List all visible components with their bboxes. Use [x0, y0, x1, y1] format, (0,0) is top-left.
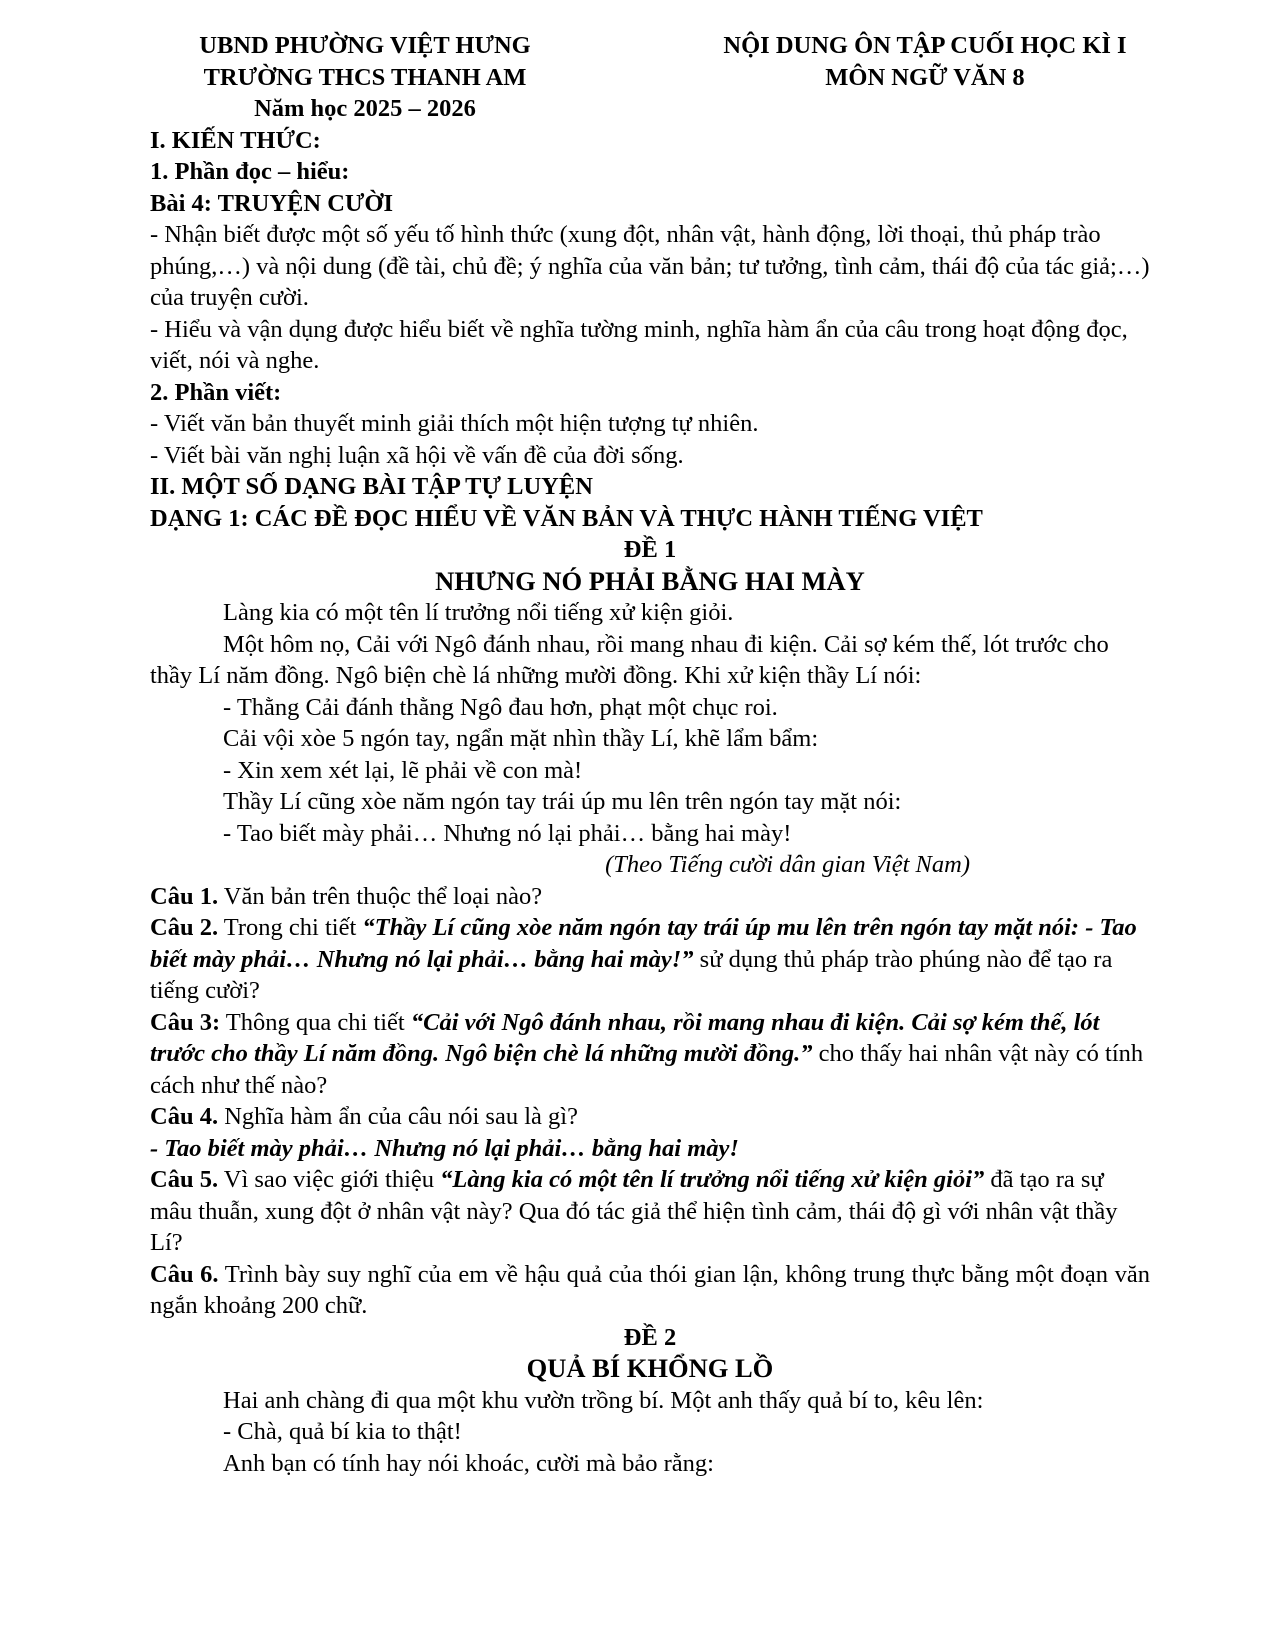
section-heading-knowledge: I. KIẾN THỨC: — [150, 126, 321, 154]
story-line: Làng kia có một tên lí trưởng nổi tiếng xử kiện giỏi. — [223, 599, 734, 626]
section-heading-exercises: II. MỘT SỐ DẠNG BÀI TẬP TỰ LUYỆN — [150, 473, 593, 500]
question-text: sử dụng thủ pháp trào phúng nào để tạo ra tiếng cười? — [150, 945, 1113, 1004]
question-text: cho thấy hai nhân vật này có tính cách như thế nào? — [150, 1040, 1144, 1099]
story-line: Anh bạn có tính hay nói khoác, cười mà bảo rằng: — [223, 1449, 714, 1477]
question-6 — [150, 1259, 1150, 1322]
question-4 — [150, 1101, 1150, 1133]
story-line: - Chà, quả bí kia to thật! — [223, 1418, 462, 1445]
question-3 — [150, 1007, 1150, 1102]
story-2-title: QUẢ BÍ KHỔNG LỒ — [526, 1353, 774, 1383]
reading-bullet: - Hiểu và vận dụng được hiểu biết về nghĩa tường minh, nghĩa hàm ẩn của câu trong hoạt động đọc, viết, nói và nghe. — [150, 315, 1128, 374]
document-header — [150, 30, 1150, 125]
question-2 — [150, 912, 1150, 1007]
question-label: Câu 2. — [150, 914, 219, 941]
story-line: - Thằng Cải đánh thằng Ngô đau hơn, phạt một chục roi. — [223, 693, 778, 721]
question-label: Câu 5. — [150, 1166, 219, 1193]
question-5 — [150, 1164, 1150, 1259]
ward-name: UBND PHƯỜNG VIỆT HƯNG — [199, 32, 531, 59]
question-text: Nghĩa hàm ẩn của câu nói sau là gì? — [218, 1103, 578, 1130]
school-year: Năm học 2025 – 2026 — [254, 95, 476, 122]
writing-bullet: - Viết bài văn nghị luận xã hội về vấn đề của đời sống. — [150, 441, 684, 469]
story-source: (Theo Tiếng cười dân gian Việt Nam) — [605, 851, 970, 878]
question-label: Câu 3: — [150, 1008, 221, 1036]
question-text: Vì sao việc giới thiệu — [218, 1166, 441, 1193]
subject-title: MÔN NGỮ VĂN 8 — [825, 63, 1025, 91]
question-text: Trình bày suy nghĩ của em về hậu quả của thói gian lận, không trung thực bằng một đoạn văn ngắn khoảng 200 chữ. — [150, 1260, 1150, 1319]
exam-2-label: ĐỀ 2 — [623, 1323, 677, 1351]
header-right — [690, 30, 1160, 125]
question-1 — [150, 881, 1150, 913]
question-label: Câu 1. — [150, 882, 219, 910]
question-quote: “Cải với Ngô đánh nhau, rồi mang nhau đi kiện. Cải sợ kém thế, lót trước cho thầy Lí năm đồng. Ngô biện chè lá những mười đồng.” — [150, 1008, 1100, 1067]
question-text: Văn bản trên thuộc thể loại nào? — [218, 882, 543, 910]
question-quote: “Thầy Lí cũng xòe năm ngón tay trái úp mu lên trên ngón tay mặt nói: - Tao biết mày phải… Nhưng nó lại phải… bằng hai mày!” — [150, 914, 1137, 973]
school-name: TRƯỜNG THCS THANH AM — [203, 63, 527, 91]
reading-bullet: - Nhận biết được một số yếu tố hình thức (xung đột, nhân vật, hành động, lời thoại, thủ pháp trào phúng,…) và nội dung (đề tài, chủ đề; ý nghĩa của văn bản; tư tưởng, tình cảm, thái độ của tác giả;…) của truyện cười. — [150, 221, 1150, 311]
lesson-heading: Bài 4: TRUYỆN CƯỜI — [150, 189, 393, 217]
writing-bullet: - Viết văn bản thuyết minh giải thích một hiện tượng tự nhiên. — [150, 410, 759, 437]
story-line: Cải vội xòe 5 ngón tay, ngẩn mặt nhìn thầy Lí, khẽ lẩm bẩm: — [223, 725, 819, 752]
question-text: Thông qua chi tiết — [220, 1008, 411, 1036]
story-line: - Tao biết mày phải… Nhưng nó lại phải… bằng hai mày! — [223, 819, 792, 847]
question-text: Trong chi tiết — [218, 914, 363, 941]
document-title: NỘI DUNG ÔN TẬP CUỐI HỌC KÌ I — [723, 32, 1127, 59]
question-4-quote: - Tao biết mày phải… Nhưng nó lại phải… bằng hai mày! — [150, 1134, 739, 1162]
exam-1-label: ĐỀ 1 — [623, 536, 677, 563]
question-label: Câu 4. — [150, 1103, 219, 1130]
story-line: Một hôm nọ, Cải với Ngô đánh nhau, rồi mang nhau đi kiện. Cải sợ kém thế, lót trước cho thầy Lí năm đồng. Ngô biện chè lá những mười đồng. Khi xử kiện thầy Lí nói: — [150, 630, 1109, 689]
header-left — [150, 30, 580, 125]
question-text: đã tạo ra sự mâu thuẫn, xung đột ở nhân vật này? Qua đó tác giả thể hiện tình cảm, thái độ gì với nhân vật thầy Lí? — [150, 1166, 1118, 1256]
story-line: Hai anh chàng đi qua một khu vườn trồng bí. Một anh thấy quả bí to, kêu lên: — [223, 1386, 984, 1414]
question-quote: “Làng kia có một tên lí trưởng nổi tiếng xử kiện giỏi” — [440, 1166, 985, 1193]
story-line: - Xin xem xét lại, lẽ phải về con mà! — [223, 756, 583, 784]
document-content — [150, 30, 1150, 1479]
part-heading-writing: 2. Phần viết: — [150, 378, 282, 406]
part-heading-reading: 1. Phần đọc – hiểu: — [150, 158, 350, 185]
question-label: Câu 6. — [150, 1260, 219, 1288]
story-1-title: NHƯNG NÓ PHẢI BẰNG HAI MÀY — [435, 565, 865, 596]
exercise-type-1-heading: DẠNG 1: CÁC ĐỀ ĐỌC HIỂU VỀ VĂN BẢN VÀ THỰC HÀNH TIẾNG VIỆT — [150, 504, 983, 532]
story-line: Thầy Lí cũng xòe năm ngón tay trái úp mu lên trên ngón tay mặt nói: — [223, 788, 902, 815]
